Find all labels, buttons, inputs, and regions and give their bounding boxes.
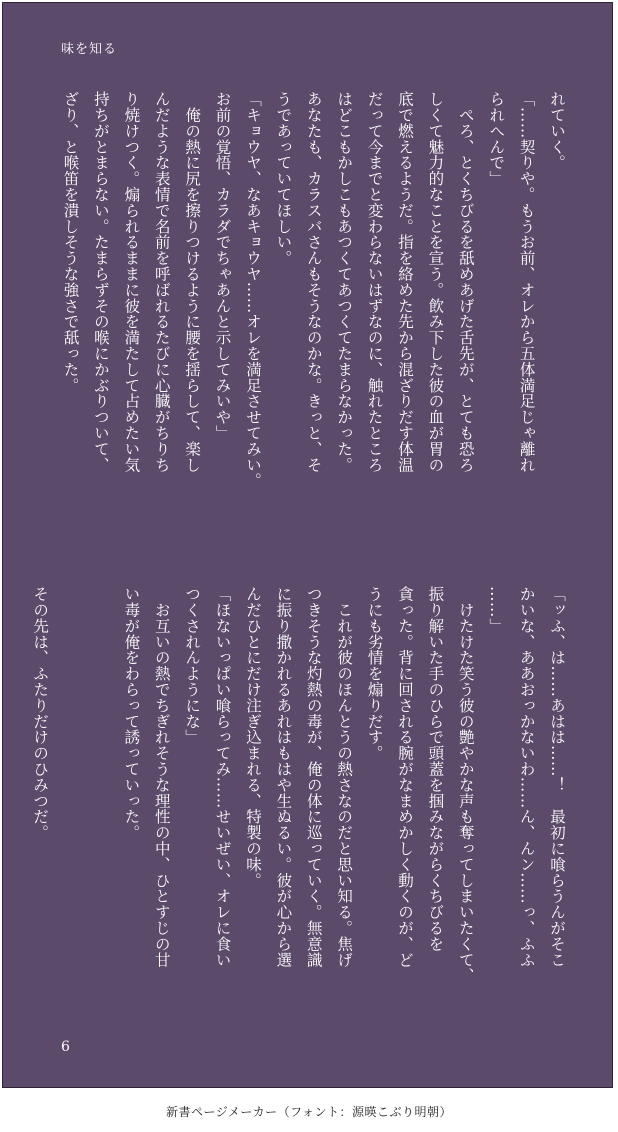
- text-line: うにも劣情を煽りだす。: [365, 586, 384, 761]
- body-text-upper: [55, 91, 572, 551]
- text-line: んだような表情で名前を呼ばれるたびに心臓がちりち: [152, 91, 171, 473]
- body-text-lower: [25, 586, 572, 996]
- text-line: に振り撒かれるあれはもはや生ぬるい。彼が心から選: [274, 586, 293, 968]
- text-line: 「……契りや。もうお前、オレから五体満足じゃ離れ: [517, 91, 536, 473]
- text-line: あなたも、カラスバさんもそうなのかな。きっと、そ: [304, 91, 323, 473]
- text-line: んだひとにだけ注ぎ込まれる、特製の味。: [243, 586, 262, 889]
- text-line: 「ッふ、は……あはは……！ 最初に喰らうんがそこ: [548, 586, 566, 968]
- text-line: けたけた笑う彼の艶やかな声も奪ってしまいたくて、: [456, 586, 475, 984]
- text-line: ……」: [487, 586, 506, 634]
- text-line: はどこもかしこもあつくてあつくてたまらなかった。: [335, 91, 354, 473]
- text-line: 振り解いた手のひらで頭蓋を掴みながらくちびるを: [426, 586, 445, 952]
- text-line: 俺の熱に尻を擦りつけるように腰を揺らして、楽し: [183, 91, 202, 473]
- running-header-title: 味を知る: [61, 42, 118, 57]
- text-line: られへんで」: [487, 91, 506, 187]
- text-line: お前の覚悟、カラダでちゃあんと示してみいや」: [213, 91, 232, 441]
- text-line: しくて魅力的なことを宣う。飲み下した彼の血が胃の: [426, 91, 445, 473]
- text-line: 「キョウヤ、なあキョウヤ……オレを満足させてみい。: [243, 91, 262, 489]
- text-line: [92, 586, 110, 602]
- text-line: 貪った。背に回される腕がなまめかしく動くのが、ど: [395, 586, 414, 968]
- text-line: ぺろ、とくちびるを舐めあげた舌先が、とても恐ろ: [456, 91, 475, 473]
- text-line: つくされんようにな」: [183, 586, 202, 745]
- footer-caption: 新書ページメーカー（フォント：源暎こぶり明朝）: [165, 1105, 453, 1119]
- text-line: お互いの熱でちぎれそうな理性の中、ひとすじの甘: [152, 586, 171, 968]
- text-line: その先は、ふたりだけのひみつだ。: [31, 586, 50, 841]
- book-page: [2, 2, 613, 1088]
- text-line: うであっていてほしい。: [274, 91, 293, 266]
- text-line: ざり、と喉笛を潰しそうな強さで舐った。: [61, 91, 80, 394]
- text-line: [62, 586, 80, 602]
- text-line: い毒が俺をわらって誘っていった。: [122, 586, 141, 841]
- text-line: り焼けつく。煽られるままに彼を満たして占めたい気: [122, 91, 141, 473]
- text-line: 持ちがとまらない。たまらずその喉にかぶりついて、: [91, 91, 110, 473]
- text-line: 底で燃えるようだ。指を絡めた先から混ざりだす体温: [395, 91, 414, 473]
- page-number: 6: [61, 1039, 70, 1055]
- text-line: かいな、ああおっかないわ……ん、んン……っ、ふふ: [517, 586, 536, 968]
- text-line: つきそうな灼熱の毒が、俺の体に巡っていく。無意識: [304, 586, 323, 968]
- text-line: れていく。: [548, 91, 566, 171]
- text-line: これが彼のほんとうの熱さなのだと思い知る。焦げ: [335, 586, 354, 968]
- text-line: 「ほないっぱい喰らってみ……せいぜい、オレに食い: [213, 586, 232, 968]
- text-line: だって今までと変わらないはずなのに、触れたところ: [365, 91, 384, 473]
